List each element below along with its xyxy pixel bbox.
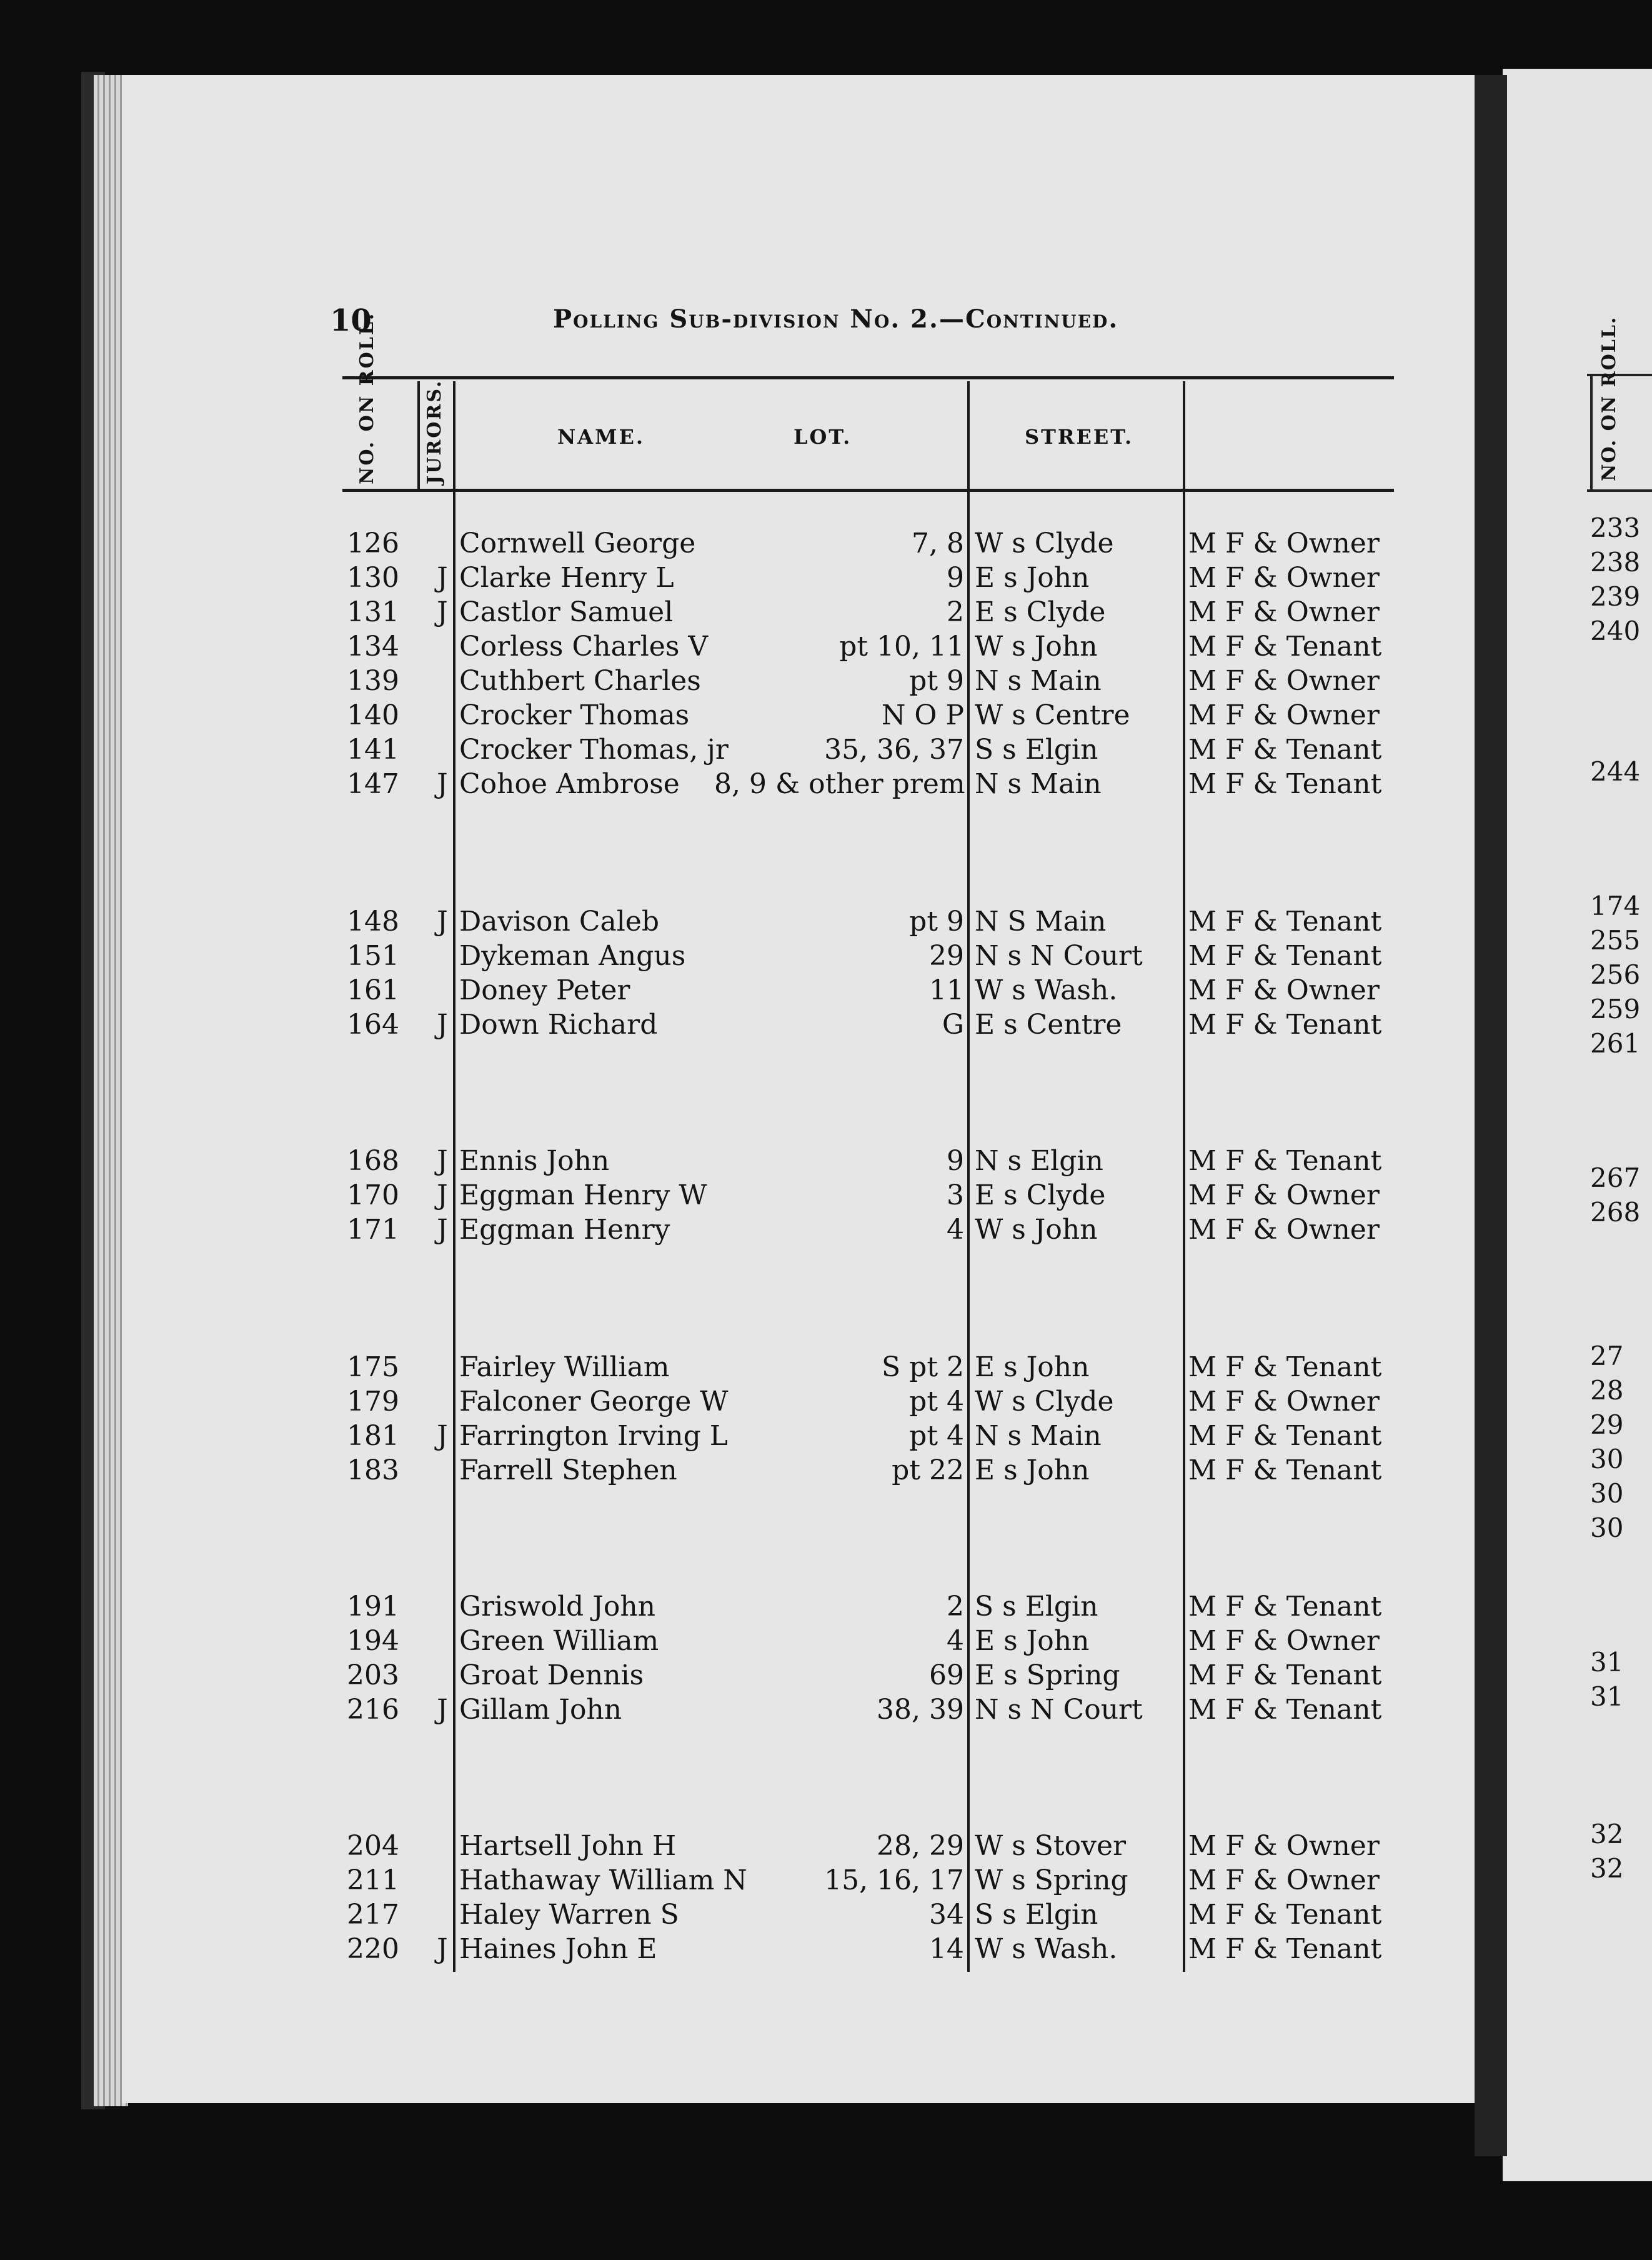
status: M F & Owner (1188, 596, 1380, 628)
street: W s Wash. (975, 974, 1118, 1006)
voter-name: Doney Peter (459, 974, 630, 1006)
next-page-roll-number: 28 (1590, 1375, 1624, 1406)
table-row (0, 1008, 1652, 1042)
next-page-roll-number: 174 (1590, 891, 1641, 921)
voter-name: Ennis John (459, 1145, 610, 1177)
voter-name: Haley Warren S (459, 1899, 679, 1931)
status: M F & Owner (1188, 665, 1380, 697)
next-page-roll-number: 261 (1590, 1028, 1641, 1059)
lot-number: pt 22 (892, 1454, 964, 1486)
street: W s Clyde (975, 1386, 1114, 1418)
roll-number: 170 (347, 1179, 399, 1211)
next-page-roll-number: 239 (1590, 581, 1641, 612)
table-row (0, 732, 1652, 767)
status: M F & Owner (1188, 974, 1380, 1006)
table-row (0, 1932, 1652, 1966)
juror-mark: J (437, 1145, 448, 1177)
roll-number: 181 (347, 1420, 399, 1452)
roll-number: 147 (347, 768, 399, 800)
street: N s N Court (975, 940, 1143, 972)
next-page-roll-number: 27 (1590, 1341, 1624, 1371)
voter-name: Cornwell George (459, 528, 696, 559)
street: E s John (975, 562, 1090, 594)
table-row (0, 1144, 1652, 1178)
lot-number: 38, 39 (877, 1694, 964, 1726)
next-page-roll-number: 29 (1590, 1409, 1624, 1440)
table-row (0, 1453, 1652, 1488)
lot-number: 3 (947, 1179, 964, 1211)
voter-name: Farrell Stephen (459, 1454, 677, 1486)
table-row (0, 1419, 1652, 1453)
street: W s John (975, 1214, 1098, 1246)
lot-number: 29 (929, 940, 964, 972)
street: N S Main (975, 906, 1107, 938)
street: W s Spring (975, 1864, 1128, 1896)
street: N s Elgin (975, 1145, 1103, 1177)
juror-mark: J (437, 1179, 448, 1211)
table-row (0, 904, 1652, 939)
table-row (0, 1658, 1652, 1692)
street: N s Main (975, 665, 1102, 697)
street: W s Centre (975, 699, 1130, 731)
header-no-on-roll: NO. ON ROLL. (356, 311, 378, 484)
lot-number: 28, 29 (877, 1830, 964, 1862)
table-row (0, 1829, 1652, 1863)
voter-name: Gillam John (459, 1694, 622, 1726)
street: W s Wash. (975, 1933, 1118, 1965)
status: M F & Tenant (1188, 906, 1382, 938)
lot-number: 4 (947, 1214, 964, 1246)
juror-mark: J (437, 1009, 448, 1041)
status: M F & Tenant (1188, 1351, 1382, 1383)
table-row (0, 1898, 1652, 1932)
header-name: NAME. (557, 425, 645, 449)
table-row (0, 526, 1652, 561)
lot-number: 34 (929, 1899, 964, 1931)
status: M F & Tenant (1188, 1420, 1382, 1452)
header-jurors: JURORS. (424, 379, 445, 484)
roll-number: 141 (347, 734, 399, 766)
voter-name: Haines John E (459, 1933, 657, 1965)
lot-number: 15, 16, 17 (824, 1864, 964, 1896)
roll-number: 134 (347, 631, 399, 662)
voter-name: Groat Dennis (459, 1659, 644, 1691)
status: M F & Owner (1188, 1214, 1380, 1246)
next-page-roll-number: 32 (1590, 1853, 1624, 1884)
street: E s John (975, 1351, 1090, 1383)
next-page-roll-number: 30 (1590, 1444, 1624, 1474)
lot-number: 4 (947, 1625, 964, 1657)
status: M F & Tenant (1188, 1591, 1382, 1622)
roll-number: 203 (347, 1659, 399, 1691)
roll-number: 151 (347, 940, 399, 972)
lot-number: G (942, 1009, 964, 1041)
voter-name: Hathaway William N (459, 1864, 747, 1896)
table-row (0, 595, 1652, 629)
lot-number: pt 10, 11 (839, 631, 964, 662)
street: S s Elgin (975, 1899, 1098, 1931)
lot-number: 11 (929, 974, 964, 1006)
voter-name: Down Richard (459, 1009, 658, 1041)
table-row (0, 1178, 1652, 1212)
next-page-roll-number: 259 (1590, 994, 1641, 1024)
lot-number: N O P (881, 699, 964, 731)
status: M F & Owner (1188, 1386, 1380, 1418)
roll-number: 204 (347, 1830, 399, 1862)
page-number: 10 (330, 303, 372, 338)
roll-number: 183 (347, 1454, 399, 1486)
table-row (0, 1863, 1652, 1898)
street: E s Clyde (975, 1179, 1106, 1211)
next-page-roll-number: 256 (1590, 959, 1641, 990)
roll-number: 130 (347, 562, 399, 594)
street: W s Clyde (975, 528, 1114, 559)
lot-number: 7, 8 (912, 528, 964, 559)
street: E s Centre (975, 1009, 1122, 1041)
roll-number: 164 (347, 1009, 399, 1041)
table-row (0, 1384, 1652, 1419)
roll-number: 175 (347, 1351, 399, 1383)
roll-number: 126 (347, 528, 399, 559)
next-page-roll-number: 268 (1590, 1197, 1641, 1228)
lot-number: 69 (929, 1659, 964, 1691)
street: S s Elgin (975, 1591, 1098, 1622)
roll-number: 168 (347, 1145, 399, 1177)
street: W s John (975, 631, 1098, 662)
voter-name: Castlor Samuel (459, 596, 674, 628)
roll-number: 140 (347, 699, 399, 731)
voter-name: Crocker Thomas (459, 699, 690, 731)
roll-number: 171 (347, 1214, 399, 1246)
status: M F & Tenant (1188, 1454, 1382, 1486)
juror-mark: J (437, 768, 448, 800)
status: M F & Owner (1188, 1625, 1380, 1657)
table-row (0, 1212, 1652, 1247)
table-row (0, 629, 1652, 664)
voter-name: Griswold John (459, 1591, 656, 1622)
roll-number: 148 (347, 906, 399, 938)
next-page-roll-number: 30 (1590, 1478, 1624, 1509)
voter-name: Farrington Irving L (459, 1420, 728, 1452)
next-page-roll-number: 244 (1590, 756, 1641, 787)
table-row (0, 1692, 1652, 1727)
status: M F & Tenant (1188, 1899, 1382, 1931)
next-page-roll-number: 240 (1590, 616, 1641, 646)
voter-name: Clarke Henry L (459, 562, 674, 594)
status: M F & Tenant (1188, 768, 1382, 800)
roll-number: 131 (347, 596, 399, 628)
status: M F & Owner (1188, 1830, 1380, 1862)
lot-number: pt 4 (909, 1420, 964, 1452)
next-page-roll-number: 255 (1590, 925, 1641, 956)
voter-name: Corless Charles V (459, 631, 709, 662)
next-page-roll-number: 238 (1590, 547, 1641, 578)
status: M F & Owner (1188, 1179, 1380, 1211)
next-page-roll-header: NO. ON ROLL. (1598, 316, 1620, 481)
status: M F & Owner (1188, 562, 1380, 594)
juror-mark: J (437, 1694, 448, 1726)
street: S s Elgin (975, 734, 1098, 766)
lot-number: S pt 2 (882, 1351, 964, 1383)
lot-number: 9 (947, 562, 964, 594)
status: M F & Owner (1188, 1864, 1380, 1896)
next-page-roll-number: 32 (1590, 1819, 1624, 1849)
next-page-roll-number: 30 (1590, 1512, 1624, 1543)
lot-number: 8, 9 & other prem (714, 768, 965, 800)
voter-name: Hartsell John H (459, 1830, 677, 1862)
roll-number: 211 (347, 1864, 399, 1896)
street: N s N Court (975, 1694, 1143, 1726)
header-street: STREET. (1025, 425, 1134, 449)
lot-number: 2 (947, 1591, 964, 1622)
status: M F & Owner (1188, 699, 1380, 731)
juror-mark: J (437, 1933, 448, 1965)
voter-name: Eggman Henry W (459, 1179, 707, 1211)
roll-number: 179 (347, 1386, 399, 1418)
status: M F & Tenant (1188, 1659, 1382, 1691)
juror-mark: J (437, 906, 448, 938)
status: M F & Tenant (1188, 1694, 1382, 1726)
voter-name: Cohoe Ambrose (459, 768, 680, 800)
roll-number: 220 (347, 1933, 399, 1965)
roll-number: 139 (347, 665, 399, 697)
next-page-roll-number: 31 (1590, 1681, 1624, 1712)
lot-number: pt 4 (909, 1386, 964, 1418)
status: M F & Tenant (1188, 1009, 1382, 1041)
street: E s John (975, 1625, 1090, 1657)
juror-mark: J (437, 596, 448, 628)
table-row (0, 1350, 1652, 1384)
voter-name: Dykeman Angus (459, 940, 686, 972)
lot-number: 9 (947, 1145, 964, 1177)
juror-mark: J (437, 1214, 448, 1246)
table-row (0, 1624, 1652, 1658)
table-row (0, 561, 1652, 595)
lot-number: pt 9 (909, 665, 964, 697)
lot-number: 35, 36, 37 (824, 734, 964, 766)
roll-number: 161 (347, 974, 399, 1006)
street: E s Spring (975, 1659, 1120, 1691)
table-row (0, 1589, 1652, 1624)
table-row (0, 973, 1652, 1008)
status: M F & Tenant (1188, 940, 1382, 972)
voter-name: Falconer George W (459, 1386, 729, 1418)
juror-mark: J (437, 1420, 448, 1452)
street: N s Main (975, 1420, 1102, 1452)
street: E s John (975, 1454, 1090, 1486)
status: M F & Tenant (1188, 631, 1382, 662)
street: N s Main (975, 768, 1102, 800)
status: M F & Tenant (1188, 1145, 1382, 1177)
roll-number: 191 (347, 1591, 399, 1622)
status: M F & Tenant (1188, 734, 1382, 766)
table-row (0, 664, 1652, 698)
status: M F & Owner (1188, 528, 1380, 559)
voter-name: Fairley William (459, 1351, 670, 1383)
lot-number: pt 9 (909, 906, 964, 938)
street: W s Stover (975, 1830, 1127, 1862)
roll-number: 194 (347, 1625, 399, 1657)
street: E s Clyde (975, 596, 1106, 628)
lot-number: 14 (929, 1933, 964, 1965)
lot-number: 2 (947, 596, 964, 628)
header-lot: LOT. (794, 425, 852, 449)
voter-name: Eggman Henry (459, 1214, 670, 1246)
roll-number: 216 (347, 1694, 399, 1726)
voter-name: Green William (459, 1625, 659, 1657)
next-page-roll-number: 31 (1590, 1647, 1624, 1678)
status: M F & Tenant (1188, 1933, 1382, 1965)
table-row (0, 698, 1652, 732)
juror-mark: J (437, 562, 448, 594)
next-page-roll-number: 267 (1590, 1162, 1641, 1193)
voter-name: Crocker Thomas, jr (459, 734, 729, 766)
roll-number: 217 (347, 1899, 399, 1931)
voter-name: Davison Caleb (459, 906, 660, 938)
page-title: Polling Sub-division No. 2.—Continued. (553, 304, 1119, 334)
table-row (0, 767, 1652, 801)
voter-name: Cuthbert Charles (459, 665, 701, 697)
table-row (0, 939, 1652, 973)
next-page-roll-number: 233 (1590, 512, 1641, 543)
